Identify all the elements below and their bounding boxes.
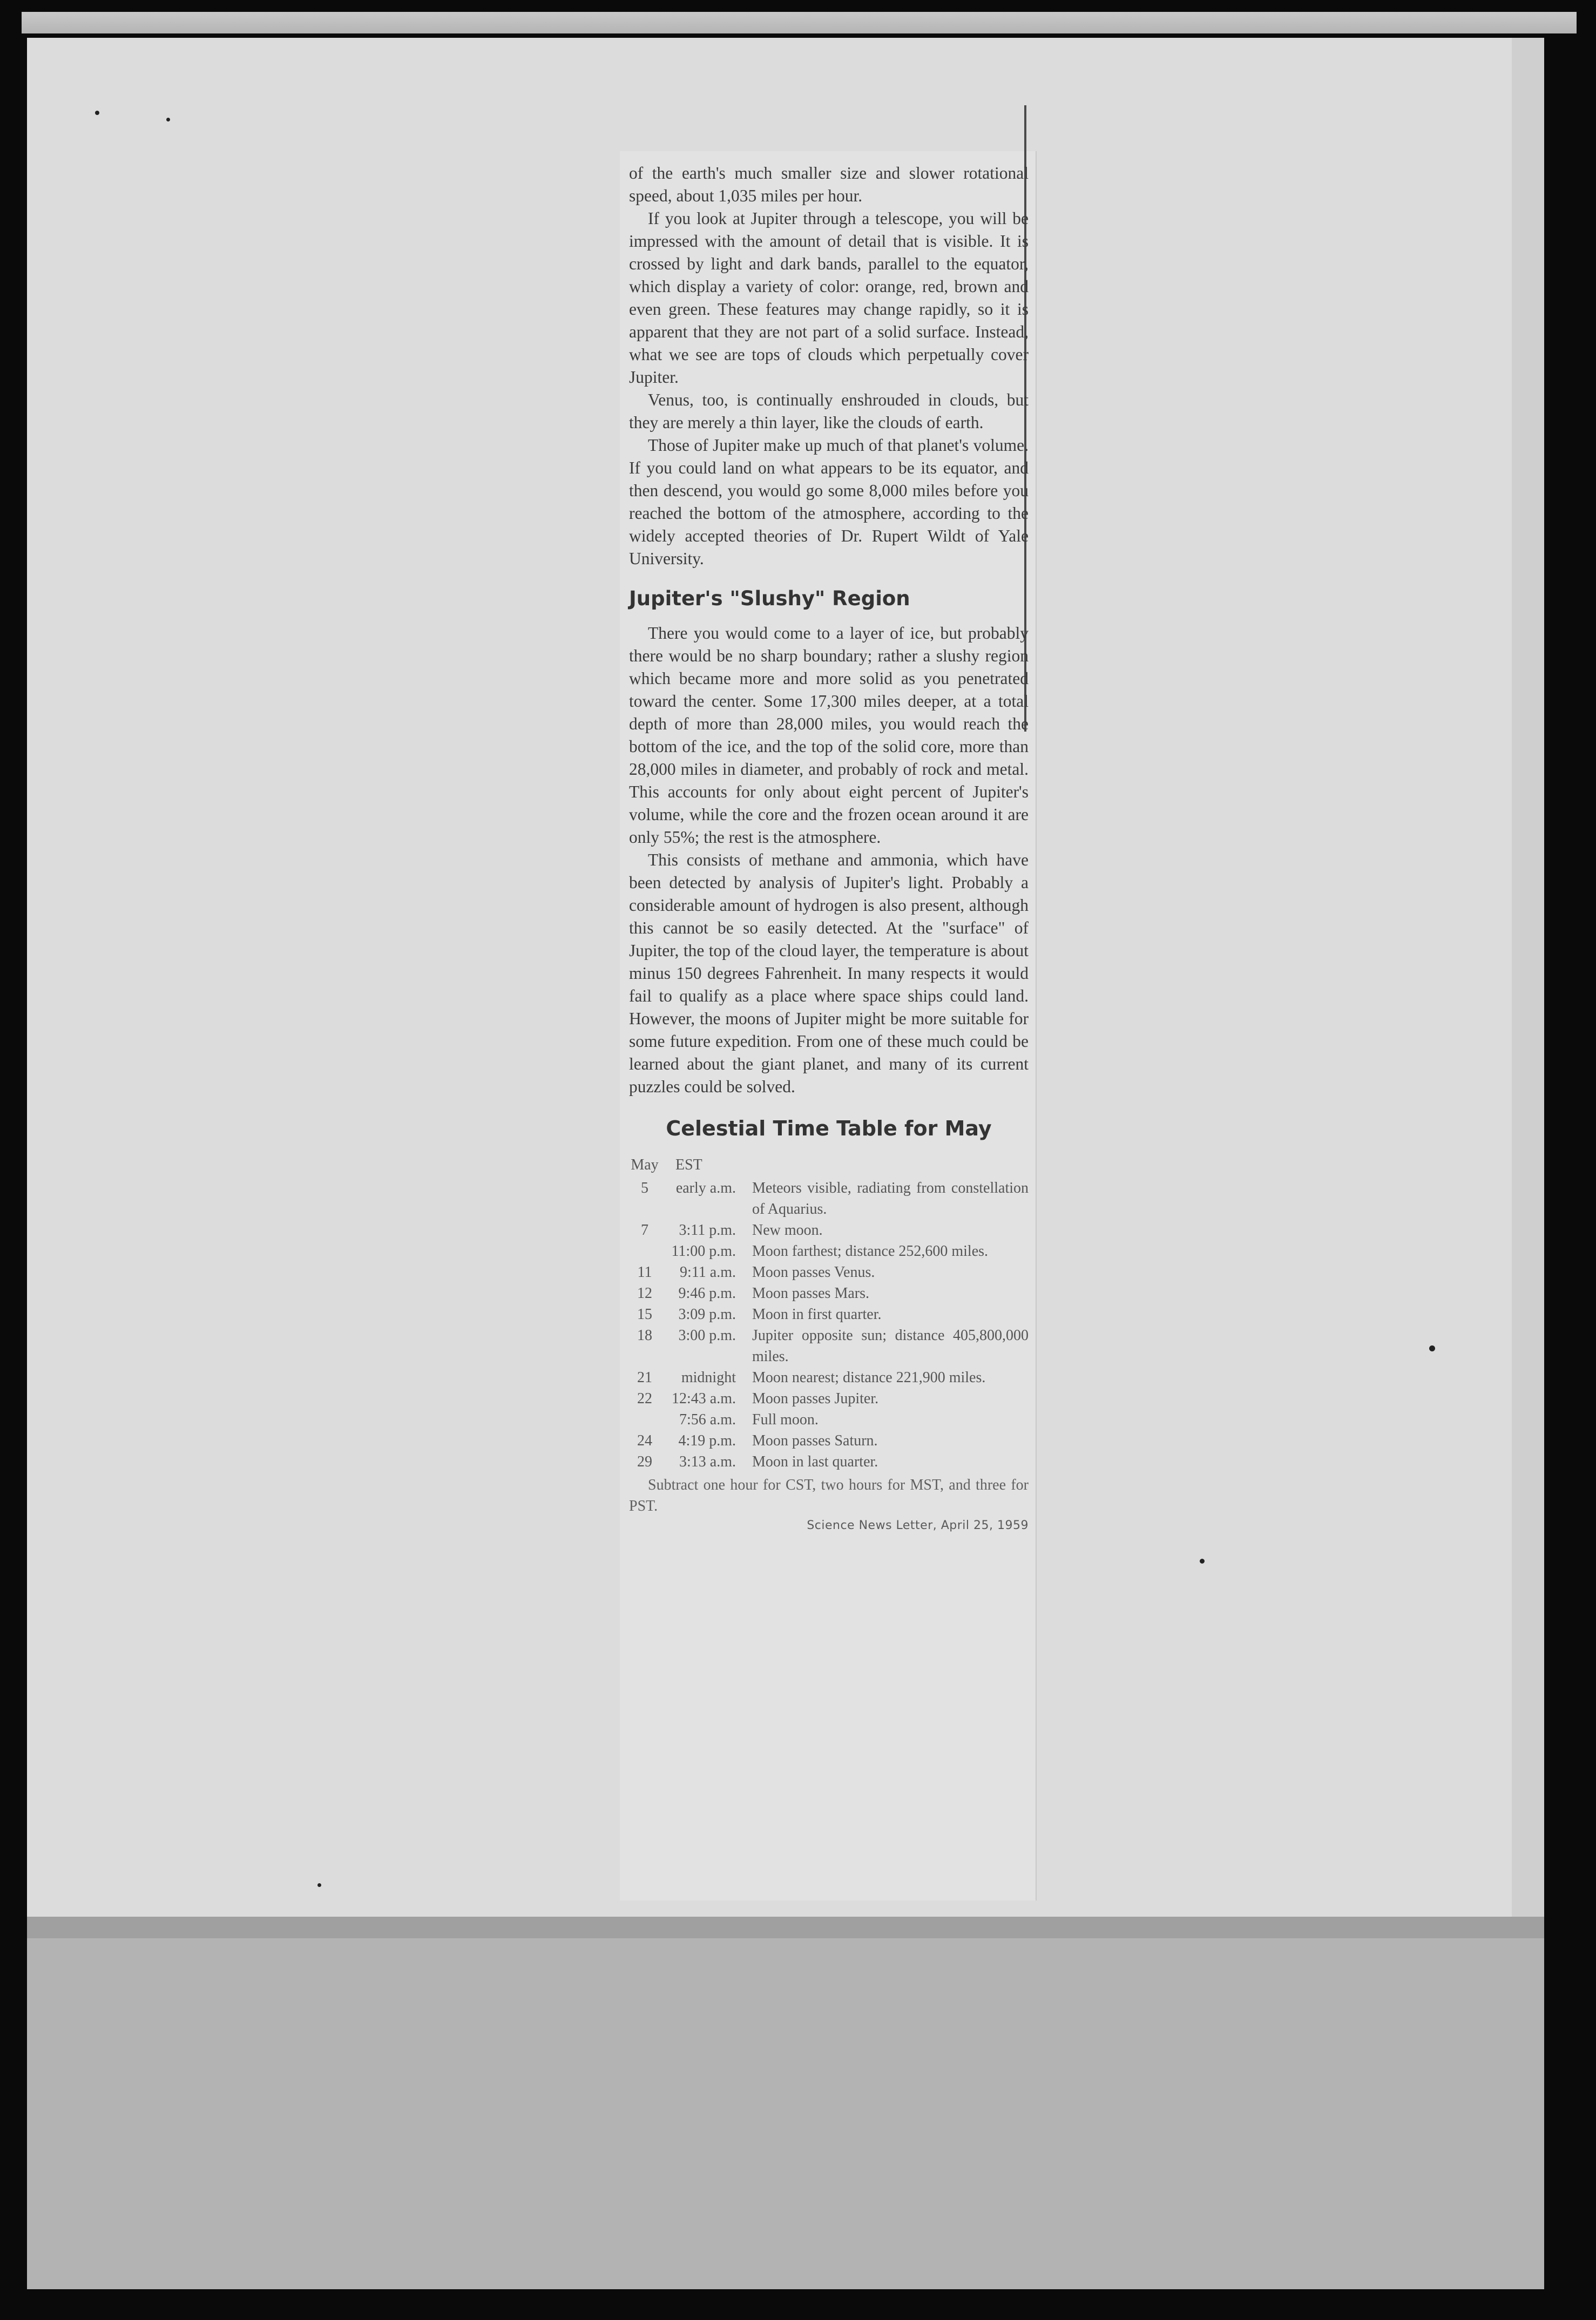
- row-day: 15: [637, 1306, 652, 1323]
- timetable-note: Subtract one hour for CST, two hours for MST, and three for PST.: [629, 1477, 1029, 1514]
- row-event: Moon in last quarter.: [752, 1453, 878, 1470]
- row-day: 22: [637, 1390, 652, 1407]
- timetable-row: [629, 1178, 1029, 1220]
- article-paragraph: If you look at Jupiter through a telescope, you will be impressed with the amount of detail that is visible. It is crossed by light and dark bands, parallel to the equator, which display a variety of color: orange, red, brown and even green. These features may change rapidly, so it is apparent that they are not part of a solid surface. Instead, what we see are tops of clouds which perpetually cover Jupiter.: [629, 209, 1029, 387]
- timetable-row: [629, 1451, 1029, 1472]
- article-paragraph: of the earth's much smaller size and slower rotational speed, about 1,035 miles per hour.: [629, 164, 1029, 205]
- row-time: 3:00 p.m.: [678, 1327, 736, 1344]
- timetable-row: [629, 1388, 1029, 1409]
- row-time: early a.m.: [675, 1180, 736, 1196]
- timetable-row: [629, 1409, 1029, 1430]
- article-column: [629, 162, 1029, 1532]
- row-day: 12: [637, 1285, 652, 1302]
- timetable-title: Celestial Time Table for May: [666, 1117, 992, 1140]
- row-day: [629, 1409, 660, 1430]
- row-time: 3:13 a.m.: [679, 1453, 736, 1470]
- row-time: 9:11 a.m.: [680, 1264, 736, 1281]
- row-day: 11: [637, 1264, 652, 1281]
- article-paragraph: Those of Jupiter make up much of that planet's volume. If you could land on what appears to be its equator, and then descend, you would go some 8,000 miles before you reached the bottom of the atmosphere, according to the widely accepted theories of Dr. Rupert Wildt of Yale University.: [629, 436, 1029, 568]
- row-event: Moon passes Saturn.: [752, 1432, 878, 1449]
- row-time: 12:43 a.m.: [672, 1390, 736, 1407]
- row-time: 11:00 p.m.: [671, 1243, 736, 1260]
- lower-sheet-shadow: [27, 1917, 1544, 1938]
- row-time: 3:11 p.m.: [679, 1222, 736, 1239]
- row-day: 24: [637, 1432, 652, 1449]
- dust-speck: [95, 111, 99, 115]
- row-event: Moon passes Jupiter.: [752, 1390, 879, 1407]
- timetable-row: [629, 1283, 1029, 1304]
- section-subhead: Jupiter's "Slushy" Region: [629, 587, 910, 610]
- timetable-row: [629, 1430, 1029, 1451]
- timetable-col-time: EST: [675, 1156, 702, 1173]
- row-event: Moon farthest; distance 252,600 miles.: [752, 1243, 989, 1260]
- timetable-row: [629, 1220, 1029, 1241]
- lower-sheet: [27, 1917, 1544, 2289]
- row-time: 4:19 p.m.: [678, 1432, 736, 1449]
- row-day: 21: [637, 1369, 652, 1386]
- top-edge-strip: [22, 12, 1577, 33]
- timetable-row: [629, 1262, 1029, 1283]
- dust-speck: [1429, 1345, 1435, 1351]
- article-paragraph: Venus, too, is continually enshrouded in clouds, but they are merely a thin layer, like the clouds of earth.: [629, 390, 1029, 432]
- row-time: 9:46 p.m.: [678, 1285, 736, 1302]
- dust-speck: [1200, 1559, 1205, 1564]
- row-event: Moon passes Mars.: [752, 1285, 869, 1302]
- dust-speck: [317, 1883, 321, 1887]
- timetable: [629, 1154, 1029, 1517]
- row-event: Jupiter opposite sun; distance 405,800,000 miles.: [752, 1327, 1029, 1365]
- timetable-header: [629, 1154, 1029, 1175]
- timetable-row: [629, 1325, 1029, 1367]
- row-day: 7: [641, 1222, 648, 1239]
- row-event: Meteors visible, radiating from constellation of Aquarius.: [752, 1180, 1029, 1218]
- row-time: 3:09 p.m.: [678, 1306, 736, 1323]
- row-day: 5: [641, 1180, 648, 1196]
- row-day: 18: [637, 1327, 652, 1344]
- mount-right-edge: [1512, 38, 1544, 1917]
- row-event: Moon passes Venus.: [752, 1264, 875, 1281]
- dust-speck: [166, 118, 170, 121]
- row-day: [629, 1241, 660, 1262]
- row-event: Moon nearest; distance 221,900 miles.: [752, 1369, 986, 1386]
- timetable-row: [629, 1367, 1029, 1388]
- timetable-row: [629, 1241, 1029, 1262]
- row-event: Moon in first quarter.: [752, 1306, 882, 1323]
- timetable-row: [629, 1304, 1029, 1325]
- row-event: Full moon.: [752, 1411, 819, 1428]
- row-time: 7:56 a.m.: [679, 1411, 736, 1428]
- row-event: New moon.: [752, 1222, 823, 1239]
- article-paragraph: There you would come to a layer of ice, but probably there would be no sharp boundary; rather a slushy region which became more and more solid as you penetrated toward the center. Some 17,300 miles deeper, at a total depth of more than 28,000 miles, you would reach the bottom of the ice, and the top of the solid core, more than 28,000 miles in diameter, and probably of rock and metal. This accounts for only about eight percent of Jupiter's volume, while the core and the frozen ocean around it are only 55%; the rest is the atmosphere.: [629, 624, 1029, 847]
- source-credit: Science News Letter, April 25, 1959: [807, 1519, 1029, 1532]
- row-day: 29: [637, 1453, 652, 1470]
- article-paragraph: This consists of methane and ammonia, which have been detected by analysis of Jupiter's light. Probably a considerable amount of hydrogen is also present, although this cannot be so easily detected. At the "surface" of Jupiter, the top of the cloud layer, the temperature is about minus 150 degrees Fahrenheit. In many respects it would fail to qualify as a place where space ships could land. However, the moons of Jupiter might be more suitable for some future expedition. From one of these much could be learned about the giant planet, and many of its current puzzles could be solved.: [629, 850, 1029, 1096]
- timetable-col-day: May: [631, 1156, 659, 1173]
- row-time: midnight: [681, 1369, 736, 1386]
